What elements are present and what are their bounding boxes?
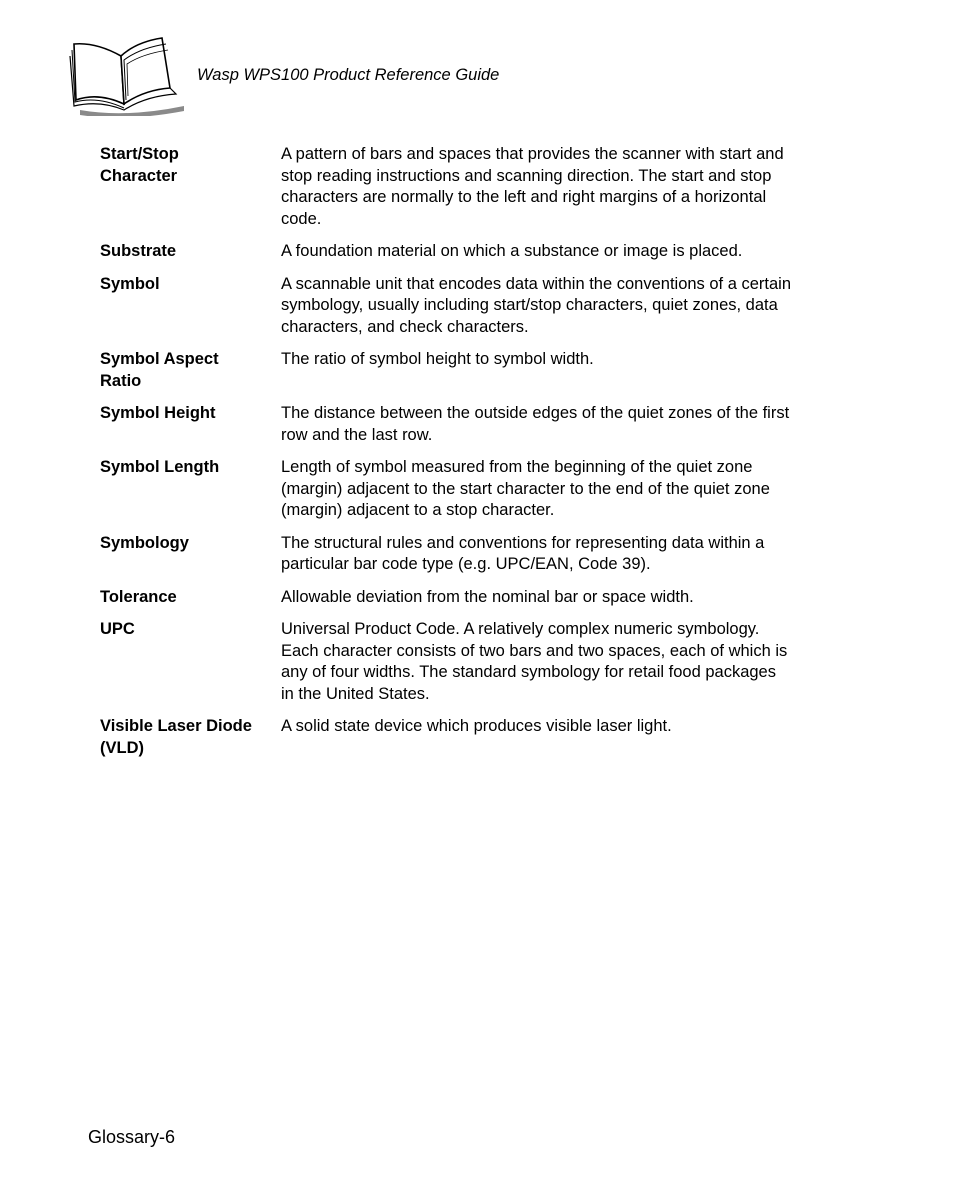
glossary-term: Symbol Height: [100, 404, 216, 422]
glossary-term: Start/Stop Character: [100, 145, 179, 185]
glossary-definition: A solid state device which produces visible laser light.: [281, 717, 672, 735]
glossary-term: Tolerance: [100, 587, 177, 606]
glossary-entry: [100, 349, 830, 392]
glossary-term: Visible Laser Diode (VLD): [100, 717, 252, 757]
glossary-definition: A foundation material on which a substance or image is placed.: [281, 242, 743, 260]
glossary-list: [100, 144, 830, 770]
glossary-term: UPC: [100, 620, 135, 638]
running-header-title: Wasp WPS100 Product Reference Guide: [197, 66, 500, 84]
glossary-definition: The distance between the outside edges of the quiet zones of the first row and the last row.: [281, 404, 790, 444]
glossary-entry: [100, 403, 830, 446]
glossary-definition: Universal Product Code. A relatively complex numeric symbology. Each character consists of two bars and two spaces, each of which is any of four widths. The standard symbology for retail food packages in the United States.: [281, 620, 788, 703]
glossary-term: Symbology: [100, 533, 189, 552]
glossary-entry: [100, 619, 830, 705]
glossary-term: Symbol: [100, 274, 160, 293]
glossary-entry: [100, 241, 830, 263]
glossary-term: Symbol Length: [100, 458, 220, 476]
open-book-icon: [66, 30, 188, 116]
glossary-definition: Allowable deviation from the nominal bar or space width.: [281, 587, 694, 606]
glossary-definition: A scannable unit that encodes data within the conventions of a certain symbology, usually including start/stop characters, quiet zones, data characters, and check characters.: [281, 274, 792, 336]
glossary-definition: The structural rules and conventions for representing data within a particular bar code type (e.g. UPC/EAN, Code 39).: [281, 533, 765, 573]
glossary-definition: The ratio of symbol height to symbol width.: [281, 350, 594, 368]
glossary-entry: [100, 533, 830, 576]
glossary-entry: [100, 716, 830, 759]
glossary-term: Symbol Aspect Ratio: [100, 350, 219, 390]
page-number: Glossary-6: [88, 1127, 176, 1147]
glossary-definition: A pattern of bars and spaces that provides the scanner with start and stop reading instructions and scanning direction. The start and stop characters are normally to the left and right margins of a horizontal code.: [281, 145, 784, 228]
glossary-definition: Length of symbol measured from the beginning of the quiet zone (margin) adjacent to the start character to the end of the quiet zone (margin) adjacent to a stop character.: [281, 458, 770, 519]
glossary-entry: [100, 457, 830, 522]
glossary-term: Substrate: [100, 242, 177, 260]
glossary-entry: [100, 587, 830, 609]
glossary-entry: [100, 144, 830, 230]
glossary-entry: [100, 274, 830, 339]
